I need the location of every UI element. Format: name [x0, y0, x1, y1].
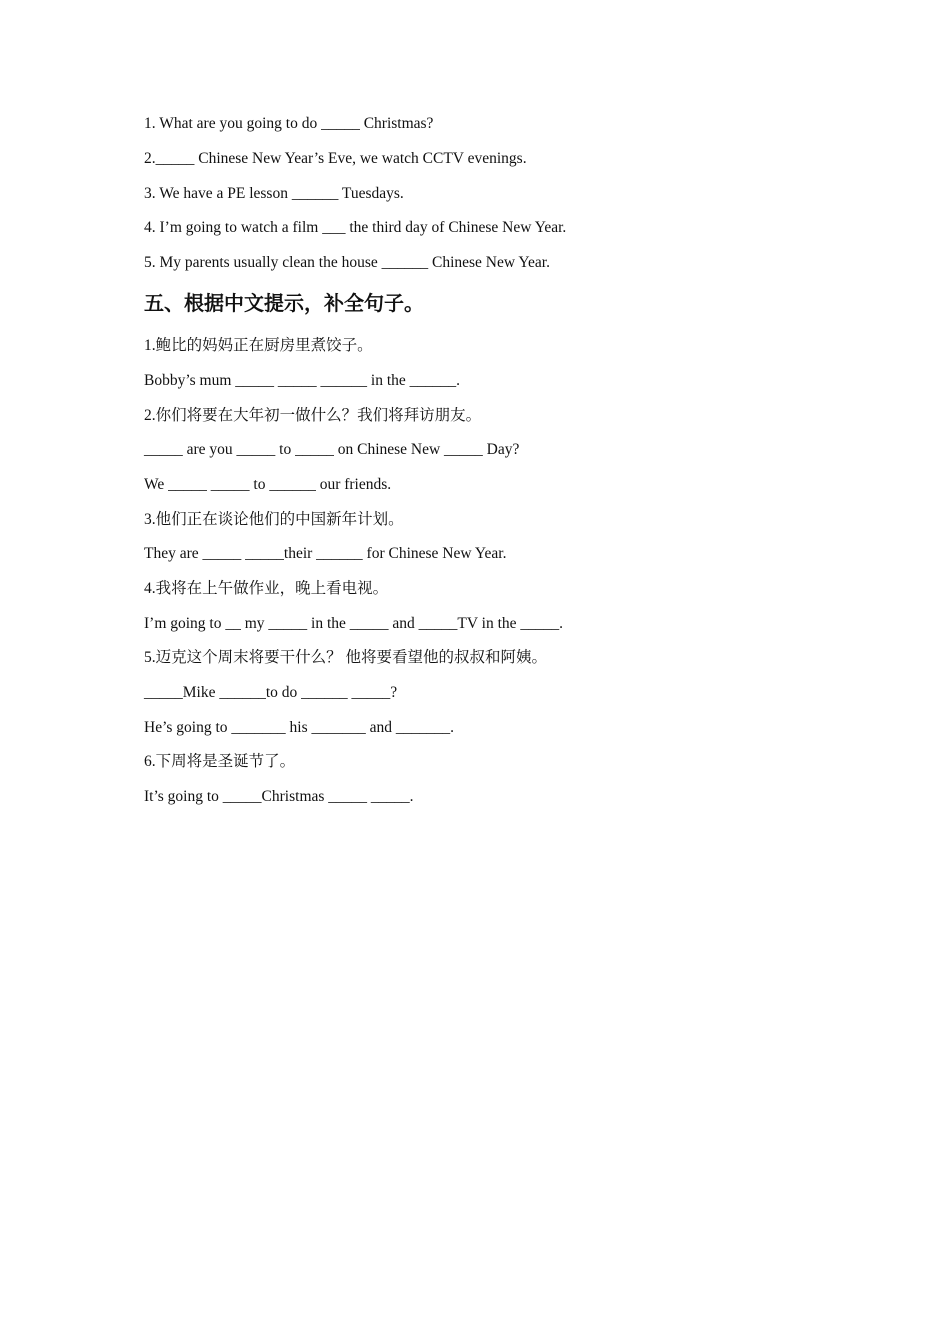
section-five-exercise-list [144, 336, 844, 807]
prompt-5-chinese: 5.迈克这个周末将要干什么？ 他将要看望他的叔叔和阿姨。 [144, 649, 548, 667]
prompt-6-chinese: 6.下周将是圣诞节了。 [144, 753, 296, 771]
prompt-5-english-question: _____Mike ______to do ______ _____? [144, 684, 398, 702]
exercise-item-1: 1. What are you going to do _____ Christmas? [144, 115, 434, 132]
exercise-item-5: 5. My parents usually clean the house ______ Chinese New Year. [144, 254, 550, 272]
worksheet-page [144, 114, 844, 822]
prompt-2-english-question: _____ are you _____ to _____ on Chinese New _____ Day? [144, 441, 520, 459]
prompt-1-chinese: 1.鲍比的妈妈正在厨房里煮饺子。 [144, 337, 373, 355]
prompt-2-english-answer: We _____ _____ to ______ our friends. [144, 475, 392, 493]
prompt-4-chinese: 4.我将在上午做作业，晚上看电视。 [144, 580, 389, 597]
preposition-exercise-list [144, 114, 844, 273]
prompt-3-english: They are _____ _____their ______ for Chinese New Year. [144, 545, 507, 563]
prompt-4-english: I’m going to __ my _____ in the _____ and _____TV in the _____. [144, 614, 564, 632]
section-five-heading: 五、根据中文提示，补全句子。 [144, 291, 424, 316]
prompt-6-english: It’s going to _____Christmas _____ _____. [144, 788, 414, 806]
prompt-5-english-answer: He’s going to _______ his _______ and _______. [144, 718, 454, 736]
exercise-item-3: 3. We have a PE lesson ______ Tuesdays. [144, 184, 404, 202]
prompt-1-english: Bobby’s mum _____ _____ ______ in the ______. [144, 371, 461, 389]
prompt-2-chinese: 2.你们将要在大年初一做什么？我们将拜访朋友。 [144, 406, 482, 424]
exercise-item-2: 2._____ Chinese New Year’s Eve, we watch CCTV evenings. [144, 149, 527, 167]
prompt-3-chinese: 3.他们正在谈论他们的中国新年计划。 [144, 510, 404, 528]
exercise-item-4: 4. I’m going to watch a film ___ the third day of Chinese New Year. [144, 219, 567, 237]
